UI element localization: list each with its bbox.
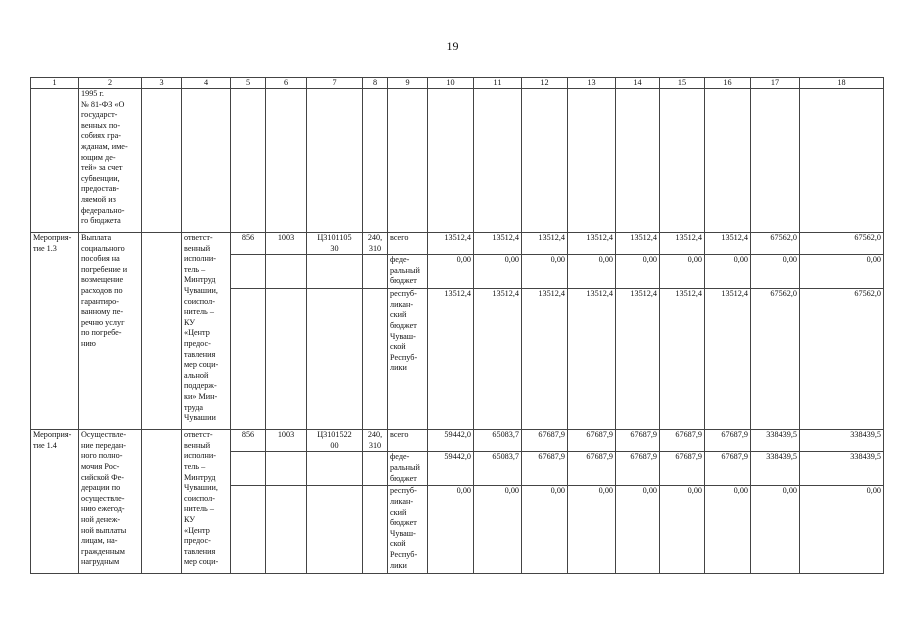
activity-description: Осуществле- ние передан- ного полно- мочия Рос- сийской Фе- дерации по осуществле- нию ежегод- ной денеж- ной выплаты лицам, на- гражденным нагрудным	[79, 430, 142, 574]
value-cell: 67687,9	[660, 452, 705, 486]
code-grbs: 856	[231, 430, 266, 452]
header-cell: 7	[307, 78, 363, 89]
header-cell: 2	[79, 78, 142, 89]
table-row	[31, 89, 884, 233]
executor: ответст- венный исполни- тель – Минтруд Чувашии, соиспол- нитель – КУ «Центр предос- тавления мер соци- альной поддерж- ки» Мин- труда Чувашии	[182, 233, 231, 430]
funding-source: респуб- ликан- ский бюджет Чуваш- ской Респуб- лики	[388, 289, 428, 430]
value-cell: 0,00	[428, 486, 474, 574]
value-cell: 67562,0	[751, 233, 800, 255]
header-row	[31, 78, 884, 89]
funding-source: всего	[388, 430, 428, 452]
value-cell: 338439,5	[751, 452, 800, 486]
value-cell: 0,00	[705, 255, 751, 289]
value-cell: 65083,7	[474, 452, 522, 486]
header-cell: 16	[705, 78, 751, 89]
code-type: 240, 310	[363, 430, 388, 452]
value-cell: 13512,4	[474, 233, 522, 255]
value-cell: 0,00	[522, 486, 568, 574]
header-cell: 9	[388, 78, 428, 89]
activity-name: Мероприя- тие 1.4	[31, 430, 79, 574]
value-cell: 67687,9	[568, 430, 616, 452]
value-cell: 13512,4	[428, 289, 474, 430]
funding-source: феде- ральный бюджет	[388, 255, 428, 289]
activity-name: Мероприя- тие 1.3	[31, 233, 79, 430]
code-grbs: 856	[231, 233, 266, 255]
value-cell: 0,00	[800, 486, 884, 574]
value-cell: 0,00	[568, 255, 616, 289]
value-cell: 13512,4	[568, 289, 616, 430]
value-cell: 67562,0	[751, 289, 800, 430]
activity-description: 1995 г. № 81-ФЗ «О государст- венных по- собиях гра- жданам, име- ющим де- тей» за счет субвенции, предостав- ляемой из федерально- го бюджета	[79, 89, 142, 233]
value-cell: 13512,4	[616, 289, 660, 430]
value-cell: 0,00	[522, 255, 568, 289]
code-target: Ц3101522 00	[307, 430, 363, 452]
value-cell: 0,00	[474, 255, 522, 289]
value-cell: 13512,4	[705, 289, 751, 430]
header-cell: 17	[751, 78, 800, 89]
funding-source: респуб- ликан- ский бюджет Чуваш- ской Респуб- лики	[388, 486, 428, 574]
value-cell: 13512,4	[474, 289, 522, 430]
value-cell: 67687,9	[616, 430, 660, 452]
value-cell: 67687,9	[522, 452, 568, 486]
value-cell: 0,00	[800, 255, 884, 289]
value-cell: 338439,5	[800, 430, 884, 452]
value-cell: 0,00	[428, 255, 474, 289]
value-cell: 13512,4	[522, 233, 568, 255]
header-cell: 18	[800, 78, 884, 89]
value-cell: 0,00	[616, 486, 660, 574]
value-cell: 67687,9	[616, 452, 660, 486]
header-cell: 10	[428, 78, 474, 89]
program-table	[30, 77, 884, 574]
funding-source: феде- ральный бюджет	[388, 452, 428, 486]
value-cell: 67562,0	[800, 289, 884, 430]
value-cell: 67687,9	[705, 430, 751, 452]
table-row	[31, 233, 884, 255]
value-cell: 0,00	[751, 255, 800, 289]
code-section: 1003	[266, 430, 307, 452]
header-cell: 14	[616, 78, 660, 89]
header-cell: 13	[568, 78, 616, 89]
cell	[31, 89, 79, 233]
value-cell: 67687,9	[522, 430, 568, 452]
value-cell: 0,00	[616, 255, 660, 289]
value-cell: 13512,4	[568, 233, 616, 255]
value-cell: 67562,0	[800, 233, 884, 255]
value-cell: 0,00	[568, 486, 616, 574]
value-cell: 0,00	[705, 486, 751, 574]
page-number: 19	[446, 39, 459, 53]
value-cell: 59442,0	[428, 430, 474, 452]
header-cell: 5	[231, 78, 266, 89]
value-cell: 67687,9	[660, 430, 705, 452]
header-cell: 6	[266, 78, 307, 89]
value-cell: 0,00	[751, 486, 800, 574]
header-cell: 11	[474, 78, 522, 89]
value-cell: 67687,9	[705, 452, 751, 486]
value-cell: 0,00	[660, 486, 705, 574]
value-cell: 13512,4	[428, 233, 474, 255]
funding-source: всего	[388, 233, 428, 255]
header-cell: 4	[182, 78, 231, 89]
code-section: 1003	[266, 233, 307, 255]
value-cell: 0,00	[660, 255, 705, 289]
value-cell: 338439,5	[800, 452, 884, 486]
value-cell: 13512,4	[705, 233, 751, 255]
value-cell: 13512,4	[522, 289, 568, 430]
value-cell: 13512,4	[616, 233, 660, 255]
value-cell: 13512,4	[660, 233, 705, 255]
header-cell: 15	[660, 78, 705, 89]
value-cell: 13512,4	[660, 289, 705, 430]
value-cell: 59442,0	[428, 452, 474, 486]
header-cell: 1	[31, 78, 79, 89]
code-target: Ц3101105 30	[307, 233, 363, 255]
activity-description: Выплата социального пособия на погребение и возмещение расходов по гарантиро- ванному пе- речню услуг по погребе- нию	[79, 233, 142, 430]
value-cell: 67687,9	[568, 452, 616, 486]
table-row	[31, 430, 884, 452]
header-cell: 12	[522, 78, 568, 89]
executor: ответст- венный исполни- тель – Минтруд Чувашии, соиспол- нитель – КУ «Центр предос- тавления мер соци-	[182, 430, 231, 574]
header-cell: 8	[363, 78, 388, 89]
code-type: 240, 310	[363, 233, 388, 255]
value-cell: 338439,5	[751, 430, 800, 452]
value-cell: 0,00	[474, 486, 522, 574]
value-cell: 65083,7	[474, 430, 522, 452]
header-cell: 3	[142, 78, 182, 89]
